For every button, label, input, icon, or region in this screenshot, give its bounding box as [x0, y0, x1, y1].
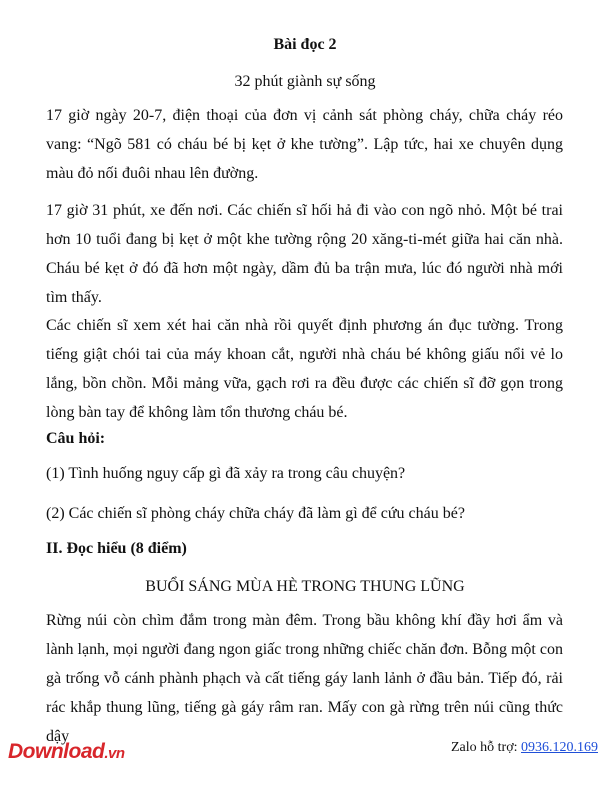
question-1: (1) Tình huống nguy cấp gì đã xảy ra trong câu chuyện? — [46, 465, 406, 482]
download-logo[interactable] — [8, 740, 125, 764]
story-paragraph: Rừng núi còn chìm đắm trong màn đêm. Trong bầu không khí đầy hơi ẩm và lành lạnh, mọi người đang ngon giấc trong những chiếc chăn đơn. Bỗng một con gà trống vỗ cánh phành phạch và cất tiếng gáy lanh lảnh ở đầu bản. Tiếp đó, rải rác khắp thung lũng, tiếng gà gáy râm ran. Mấy con gà rừng trên núi cũng thức dậy — [46, 612, 563, 745]
story-title: BUỔI SÁNG MÙA HÈ TRONG THUNG LŨNG — [145, 578, 465, 595]
support-phone-link[interactable]: 0936.120.169 — [521, 740, 598, 755]
logo-brand: Download — [8, 740, 105, 763]
logo-tld: .vn — [104, 745, 125, 762]
reading-paragraph-2: 17 giờ 31 phút, xe đến nơi. Các chiến sĩ hối hả đi vào con ngõ nhỏ. Một bé trai hơn 10 tuổi đang bị kẹt ở một khe tường rộng 20 xăng-ti-mét giữa hai căn nhà. Cháu bé kẹt ở đó đã hơn một ngày, dầm đủ ba trận mưa, lúc đó người nhà mới tìm thấy. — [46, 202, 563, 306]
reading-subtitle: 32 phút giành sự sống — [234, 73, 376, 90]
questions-heading: Câu hỏi: — [46, 430, 106, 447]
reading-paragraph-3: Các chiến sĩ xem xét hai căn nhà rồi quyết định phương án đục tường. Trong tiếng giật chói tai của máy khoan cắt, người nhà cháu bé không giấu nổi vẻ lo lắng, bồn chồn. Mỗi mảng vữa, gạch rơi ra đều được các chiến sĩ đỡ gọn trong lòng bàn tay để không làm tổn thương cháu bé. — [46, 317, 563, 421]
section-heading: II. Đọc hiểu (8 điểm) — [46, 540, 187, 557]
reading-paragraph-1: 17 giờ ngày 20-7, điện thoại của đơn vị cảnh sát phòng cháy, chữa cháy réo vang: “Ngõ 581 có cháu bé bị kẹt ở khe tường”. Lập tức, hai xe chuyên dụng màu đỏ nối đuôi nhau lên đường. — [46, 107, 563, 182]
reading-title: Bài đọc 2 — [273, 36, 337, 53]
question-2: (2) Các chiến sĩ phòng cháy chữa cháy đã làm gì để cứu cháu bé? — [46, 505, 465, 522]
support-contact — [451, 740, 598, 756]
contact-label: Zalo hỗ trợ: — [451, 740, 521, 755]
